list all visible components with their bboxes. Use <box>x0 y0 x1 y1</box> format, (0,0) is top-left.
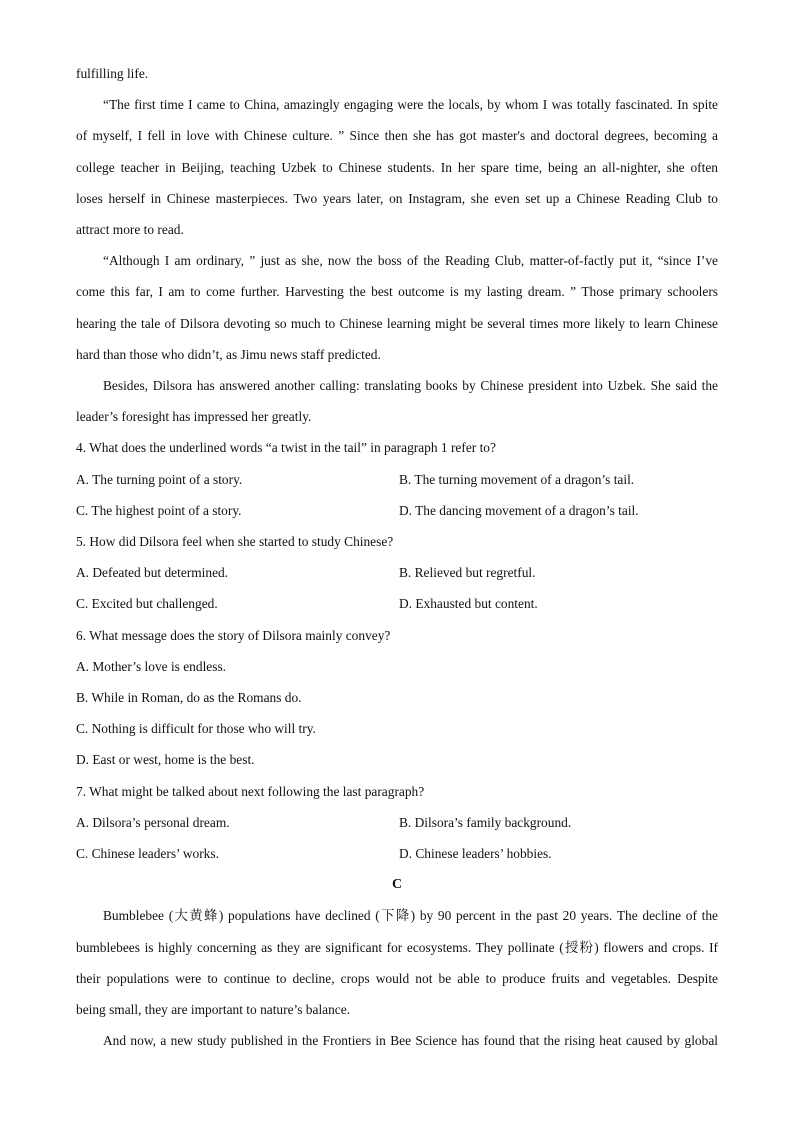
question-stem: 4. What does the underlined words “a twist in the tail” in paragraph 1 refer to? <box>76 440 496 456</box>
passage-b-paragraph-3 <box>76 370 718 432</box>
paragraph-line: their populations were to continue to decline, crops would not be able to produce fruits and vegetables. Despite <box>76 970 718 986</box>
passage-b-paragraph-tail: fulfilling life. <box>76 66 149 81</box>
question-5 <box>76 526 718 620</box>
option-c: C. The highest point of a story. <box>76 502 242 518</box>
question-4 <box>76 432 718 526</box>
paragraph-line: Bumblebee (大黄蜂) populations have declined (下降) by 90 percent in the past 20 years. The decline of the <box>103 908 718 924</box>
question-7 <box>76 776 718 870</box>
section-title-c: C <box>391 877 403 893</box>
option-a: A. Defeated but determined. <box>76 565 229 581</box>
paragraph-line: being small, they are important to nature’s balance. <box>76 1002 351 1018</box>
paragraph-line: “The first time I came to China, amazingly engaging were the locals, by whom I was totally fascinated. In spite <box>103 97 718 113</box>
option-b: B. The turning movement of a dragon’s tail. <box>399 471 635 487</box>
paragraph-line: bumblebees is highly concerning as they are significant for ecosystems. They pollinate (授粉) flowers and crops. If <box>76 939 718 955</box>
option-a: A. The turning point of a story. <box>76 471 243 487</box>
option-c: C. Chinese leaders’ works. <box>76 846 219 862</box>
paragraph-line: Besides, Dilsora has answered another calling: translating books by Chinese president into Uzbek. She said the <box>103 378 718 394</box>
option-d: D. The dancing movement of a dragon’s tail. <box>399 502 639 518</box>
paragraph-line: “Although I am ordinary, ” just as she, now the boss of the Reading Club, matter-of-factly put it, “since I’ve <box>103 253 718 269</box>
paragraph-line: of myself, I fell in love with Chinese culture. ” Since then she has got master's and doctoral degrees, becoming a <box>76 128 718 144</box>
option-d: D. East or west, home is the best. <box>76 752 255 768</box>
exam-page <box>76 58 718 1057</box>
option-c: C. Excited but challenged. <box>76 596 218 612</box>
option-d: D. Exhausted but content. <box>399 596 538 612</box>
option-b: B. Dilsora’s family background. <box>399 814 572 830</box>
option-d: D. Chinese leaders’ hobbies. <box>399 846 552 862</box>
paragraph-line: attract more to read. <box>76 222 184 238</box>
paragraph-line: college teacher in Beijing, teaching Uzbek to Chinese students. In her spare time, being an all-nighter, she often <box>76 159 718 175</box>
option-b: B. Relieved but regretful. <box>399 565 536 581</box>
paragraph-line: hearing the tale of Dilsora devoting so much to Chinese learning might be several times more likely to learn Chinese <box>76 315 718 331</box>
paragraph-line: And now, a new study published in the Frontiers in Bee Science has found that the rising heat caused by global <box>103 1033 718 1049</box>
option-c: C. Nothing is difficult for those who will try. <box>76 721 316 737</box>
paragraph-line: leader’s foresight has impressed her greatly. <box>76 409 312 425</box>
question-stem: 5. How did Dilsora feel when she started to study Chinese? <box>76 534 394 550</box>
passage-c-paragraph-1 <box>76 900 718 1025</box>
option-a: A. Dilsora’s personal dream. <box>76 814 230 830</box>
passage-c-paragraph-2 <box>76 1025 718 1056</box>
question-stem: 7. What might be talked about next following the last paragraph? <box>76 783 425 799</box>
question-6 <box>76 620 718 776</box>
question-stem: 6. What message does the story of Dilsora mainly convey? <box>76 627 391 643</box>
option-b: B. While in Roman, do as the Romans do. <box>76 690 302 706</box>
paragraph-line: come this far, I am to come further. Harvesting the best outcome is my lasting dream. ” Those primary schoolers <box>76 284 718 300</box>
paragraph-line: loses herself in Chinese masterpieces. Two years later, on Instagram, she even set up a Chinese Reading Club to <box>76 190 718 206</box>
passage-b-paragraph-1 <box>76 89 718 245</box>
paragraph-line: hard than those who didn’t, as Jimu news staff predicted. <box>76 346 381 362</box>
passage-b-paragraph-2 <box>76 245 718 370</box>
option-a: A. Mother’s love is endless. <box>76 658 227 674</box>
